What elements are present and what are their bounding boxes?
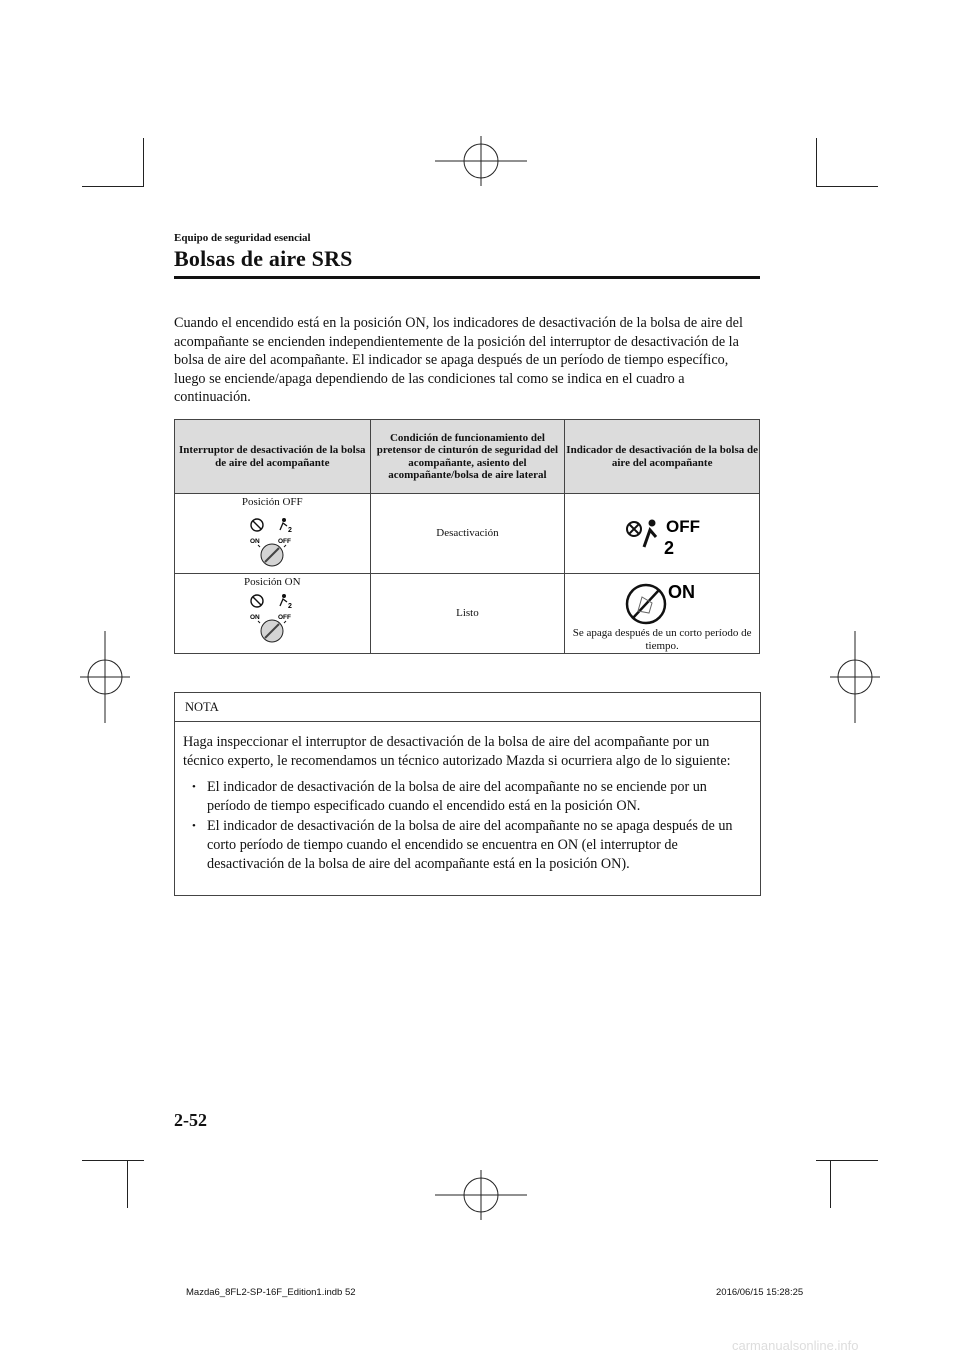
table-row [175,574,760,654]
table-row [175,494,760,574]
page-number: 2-52 [174,1110,207,1130]
crop-mark [830,1160,831,1208]
watermark: carmanualsonline.info [732,1338,859,1353]
list-item [183,817,753,873]
registration-mark-icon [435,1170,527,1220]
knob-off-label: OFF [278,613,292,621]
crop-mark [82,1160,144,1161]
intro-paragraph: Cuando el encendido está en la posición ON, los indicadores de desactivación de la bolsa de aire del acompañante se encienden independientemente de la posición del interruptor de desactivación de la bolsa de aire del acompañante. El indicador se apaga después de un período de tiempo específico, luego se enciende/apaga dependiendo de las condiciones tal como se indica en el cuadro a continuación. [174,315,743,406]
registration-mark-icon [435,136,527,186]
switch-position-label: Posición OFF [241,496,303,508]
indicator-num-text: 2 [664,537,675,558]
footer-filename: Mazda6_8FL2-SP-16F_Edition1.indb 52 [186,1287,356,1298]
table-cell-indicator [565,494,760,574]
section-label: Equipo de seguridad esencial [174,232,311,244]
switch-position-label: Posición ON [244,576,301,588]
crop-mark [82,186,144,187]
note-list [183,778,753,873]
airbag-status-table [174,419,760,654]
list-item [183,778,753,815]
table-cell-switch [175,494,371,574]
table-header-row [175,420,760,494]
page-title: Bolsas de aire SRS [174,246,353,271]
list-item-text: El indicador de desactivación de la bolsa de aire del acompañante no se apaga después de un corto período de tiempo cuando el encendido se encuentra en ON (el interruptor de desactivación de la bolsa de aire del acompañante está en la posición ON). [207,818,733,872]
crop-mark [816,1160,878,1161]
crop-mark [127,1160,128,1208]
indicator-off-text: OFF [666,516,701,536]
indicator-note: Se apaga después de un corto período de tiempo. [572,627,752,652]
footer-timestamp: 2016/06/15 15:28:25 [716,1287,804,1298]
bullet-icon: • [192,781,196,794]
knob-num-label: 2 [288,526,293,534]
table-cell-switch [175,574,371,654]
knob-on-label: ON [250,537,261,545]
switch-knob-on-icon [237,592,307,644]
knob-on-label: ON [250,613,261,621]
registration-mark-icon [830,631,880,723]
note-body [183,733,753,875]
knob-off-label: OFF [278,537,292,545]
airbag-on-indicator-icon [622,581,702,625]
crop-mark [816,138,817,186]
indicator-on-text: ON [668,582,696,602]
table-header-condition: Condición de funcionamiento del pretensor de cinturón de seguridad del acompañante, asiento del acompañante/bolsa de aire lateral [370,420,565,494]
knob-num-label: 2 [288,602,293,610]
airbag-off-indicator-icon [622,515,702,559]
title-divider [174,276,760,279]
bullet-icon: • [192,820,196,833]
note-paragraph: Haga inspeccionar el interruptor de desactivación de la bolsa de aire del acompañante por un técnico experto, le recomendamos un técnico autorizado Mazda si ocurriera algo de lo siguiente: [183,734,731,769]
note-title: NOTA [185,700,219,714]
registration-mark-icon [80,631,130,723]
table-header-indicator: Indicador de desactivación de la bolsa de aire del acompañante [565,420,760,494]
crop-mark [816,186,878,187]
table-header-switch: Interruptor de desactivación de la bolsa de aire del acompañante [175,420,371,494]
table-cell-condition: Desactivación [370,494,565,574]
table-cell-condition: Listo [370,574,565,654]
table-cell-indicator [565,574,760,654]
switch-knob-off-icon [237,512,307,572]
note-box [174,692,761,896]
crop-mark [143,138,144,186]
note-header [175,693,760,722]
list-item-text: El indicador de desactivación de la bolsa de aire del acompañante no se enciende por un período de tiempo especificado cuando el encendido está en la posición ON. [207,779,707,814]
